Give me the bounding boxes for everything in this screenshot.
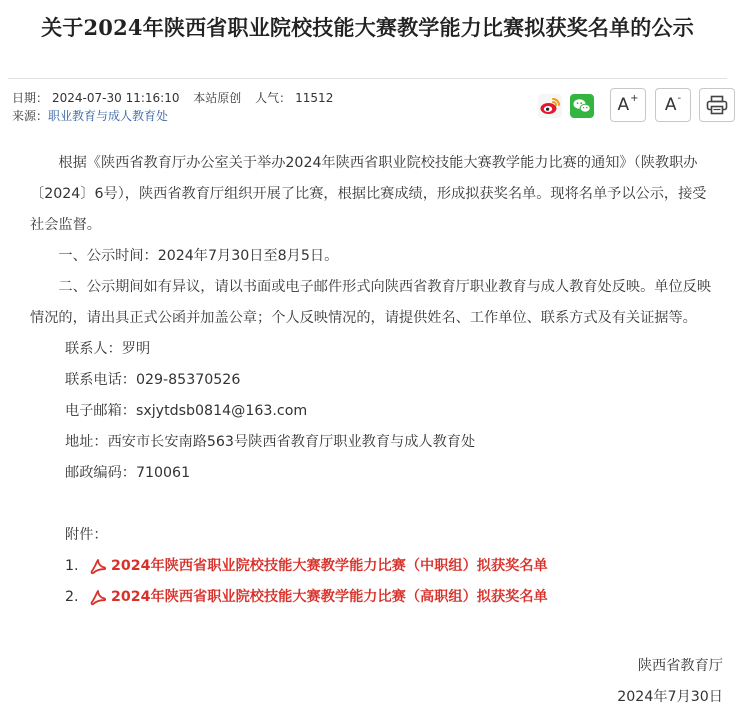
paragraph-objection: 二、公示期间如有异议，请以书面或电子邮件形式向陕西省教育厅职业教育与成人教育处反映。单位反映情况的，请出具正式公函并加盖公章；个人反映情况的，请提供姓名、工作单位、联系方式及有关证据等。 — [30, 279, 712, 326]
wechat-share-button[interactable] — [570, 94, 594, 118]
source-link[interactable]: 职业教育与成人教育处 — [48, 109, 169, 123]
date-label: 日期： — [12, 91, 49, 105]
meta-line-2 — [12, 107, 337, 125]
attachment-item — [30, 551, 719, 582]
views-label: 人气： — [255, 91, 292, 105]
attachment-link-higher-vocational[interactable]: 2024年陕西省职业院校技能大赛教学能力比赛（高职组）拟获奖名单 — [111, 589, 548, 605]
weibo-share-button[interactable] — [538, 94, 562, 118]
font-decrease-button[interactable] — [655, 88, 691, 122]
font-decrease-label: A — [664, 95, 677, 115]
spacer — [30, 489, 719, 520]
meta-line-1 — [12, 89, 337, 107]
views-count: 11512 — [295, 91, 334, 105]
contact-phone: 联系电话：029-85370526 — [65, 372, 241, 388]
contact-person: 联系人：罗明 — [65, 341, 151, 357]
font-increase-label: A — [617, 95, 630, 115]
contact-email: 电子邮箱：sxjytdsb0814@163.com — [65, 403, 308, 419]
printer-icon — [706, 95, 728, 115]
plus-mark: + — [630, 92, 639, 104]
font-increase-button[interactable] — [610, 88, 646, 122]
page-title: 关于2024年陕西省职业院校技能大赛教学能力比赛拟获奖名单的公示 — [41, 15, 694, 40]
title-divider — [8, 78, 727, 79]
minus-mark: - — [677, 92, 682, 104]
print-button[interactable] — [699, 88, 735, 122]
attachments-label: 附件： — [65, 527, 108, 543]
signature-org: 陕西省教育厅 — [637, 658, 723, 674]
wechat-icon — [570, 94, 594, 118]
attachment-number: 2. — [65, 589, 79, 605]
paragraph-intro: 根据《陕西省教育厅办公室关于举办2024年陕西省职业院校技能大赛教学能力比赛的通知》（陕教职办〔2024〕6号），陕西省教育厅组织开展了比赛，根据比赛成绩，形成拟获奖名单。现将名单予以公示，接受社会监督。 — [30, 155, 707, 233]
paragraph-period: 一、公示时间：2024年7月30日至8月5日。 — [58, 248, 339, 264]
weibo-icon — [538, 94, 562, 118]
attachment-number: 1. — [65, 558, 79, 574]
signature-date: 2024年7月30日 — [617, 689, 723, 705]
source-label: 来源： — [12, 109, 49, 123]
pdf-icon — [90, 590, 106, 606]
article-body — [30, 148, 719, 613]
attachment-item — [30, 582, 719, 613]
pdf-icon — [90, 559, 106, 575]
contact-address: 地址：西安市长安南路563号陕西省教育厅职业教育与成人教育处 — [65, 434, 476, 450]
publish-date: 2024-07-30 11:16:10 — [52, 91, 180, 105]
attachment-link-secondary-vocational[interactable]: 2024年陕西省职业院校技能大赛教学能力比赛（中职组）拟获奖名单 — [111, 558, 548, 574]
contact-postcode: 邮政编码：710061 — [65, 465, 191, 481]
article-meta — [12, 89, 337, 125]
origin-text: 本站原创 — [193, 91, 242, 105]
attachments-section — [30, 520, 719, 613]
